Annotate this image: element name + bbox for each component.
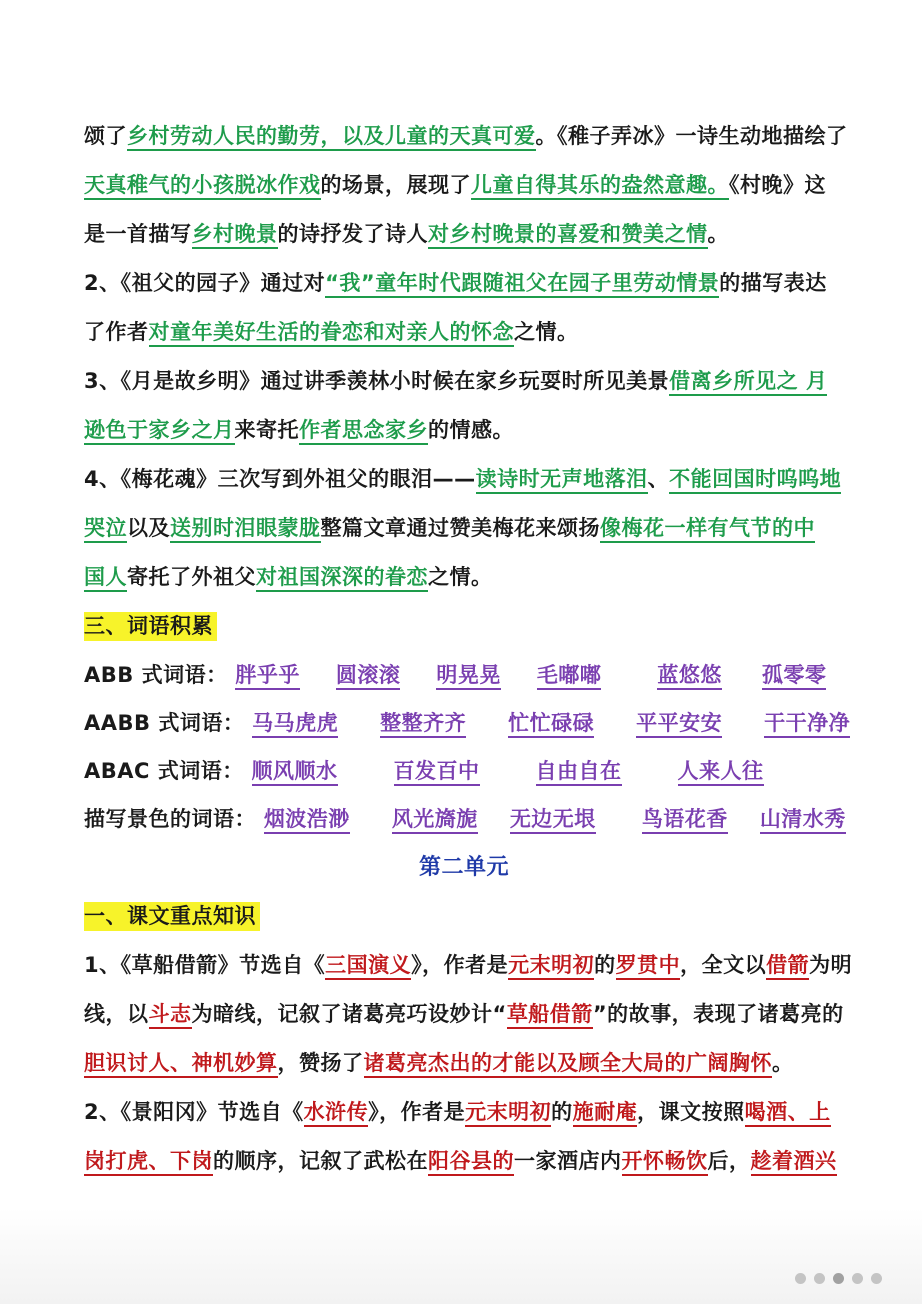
text: 的情感。: [428, 418, 514, 442]
bottom-fade: [0, 1208, 922, 1304]
text: 一家酒店内: [514, 1149, 622, 1173]
key-phrase: 对祖国深深的眷恋: [256, 565, 428, 592]
dot-icon: [814, 1273, 825, 1284]
q1-line-2: [84, 990, 844, 1039]
dot-icon: [833, 1273, 844, 1284]
key-phrase: 喝酒、上: [745, 1100, 831, 1127]
text: 来寄托: [234, 418, 299, 442]
vocab-word: 圆滚滚: [336, 663, 401, 690]
text: 的顺序，记叙了武松在: [213, 1149, 428, 1173]
vocab-word: 平平安安: [636, 711, 722, 738]
text: 的描写表达: [719, 271, 827, 295]
more-dots-icon[interactable]: [795, 1273, 882, 1284]
p3-line-2: [84, 406, 844, 455]
text: 1、《草船借箭》节选自《: [84, 953, 326, 977]
vocab-word: 蓝悠悠: [657, 663, 722, 690]
section-heading-vocab: [84, 602, 844, 651]
p1-line-2: [84, 161, 844, 210]
q2-line-2: [84, 1137, 844, 1186]
p1-line-1: [84, 112, 848, 161]
key-phrase: 读诗时无声地落泪: [476, 467, 648, 494]
key-phrase: 逊色于家乡之月: [84, 418, 235, 445]
text: 以及: [127, 516, 170, 540]
text: 》，作者是: [368, 1100, 466, 1124]
vocab-row-abac: [84, 747, 844, 795]
text: 的: [594, 953, 616, 977]
q1-line-3: [84, 1039, 844, 1088]
vocab-word: 顺风顺水: [252, 759, 338, 786]
dot-icon: [795, 1273, 806, 1284]
text: 之情。: [514, 320, 579, 344]
vocab-word: 山清水秀: [760, 807, 846, 834]
vocab-word: 整整齐齐: [380, 711, 466, 738]
key-phrase: 阳谷县的: [428, 1149, 514, 1176]
key-phrase: 儿童自得其乐的盎然意趣。: [471, 173, 729, 200]
q2-line-1: [84, 1088, 844, 1137]
text: 了作者: [84, 320, 149, 344]
key-phrase: 对童年美好生活的眷恋和对亲人的怀念: [149, 320, 515, 347]
key-phrase: 斗志: [149, 1002, 192, 1029]
key-phrase: 不能回国时呜呜地: [669, 467, 841, 494]
text: 。《稚子弄冰》一诗生动地描绘了: [535, 124, 848, 148]
vocab-word: 孤零零: [762, 663, 827, 690]
text: 4、《梅花魂》三次写到外祖父的眼泪——: [84, 467, 476, 491]
key-phrase: 三国演义: [325, 953, 411, 980]
unit-title-text: 第二单元: [418, 855, 509, 880]
text: 的: [551, 1100, 573, 1124]
section-title: 一、课文重点知识: [84, 902, 260, 931]
key-phrase: 胆识讨人、神机妙算: [84, 1051, 278, 1078]
key-phrase: 作者思念家乡: [299, 418, 428, 445]
key-phrase: 罗贯中: [616, 953, 681, 980]
section-heading-key-knowledge: [84, 892, 844, 941]
text: ，赞扬了: [277, 1051, 364, 1075]
p4-line-2: [84, 504, 844, 553]
key-phrase: 哭泣: [84, 516, 127, 543]
vocab-word: 风光旖旎: [392, 807, 478, 834]
p3-line-1: [84, 357, 844, 406]
q1-line-1: [84, 941, 853, 990]
vocab-word: 明晃晃: [436, 663, 501, 690]
vocab-row-scenery: [84, 795, 844, 843]
text: 2、《祖父的园子》通过对: [84, 271, 326, 295]
text: 是一首描写: [84, 222, 192, 246]
text: 。: [707, 222, 729, 246]
vocab-label: ABB 式词语：: [84, 663, 228, 687]
key-phrase: “我”童年时代跟随祖父在园子里劳动情景: [325, 271, 719, 298]
key-phrase: 施耐庵: [573, 1100, 638, 1127]
text: ，课文按照: [637, 1100, 745, 1124]
text: 寄托了外祖父: [127, 565, 256, 589]
vocab-label: AABB 式词语：: [84, 711, 245, 735]
key-phrase: 国人: [84, 565, 127, 592]
text: ，全文以: [680, 953, 767, 977]
key-phrase: 趁着酒兴: [751, 1149, 837, 1176]
vocab-word: 干干净净: [764, 711, 850, 738]
text: ”的故事，表现了诸葛亮的: [592, 1002, 844, 1026]
vocab-word: 人来人往: [678, 759, 764, 786]
vocab-word: 无边无垠: [510, 807, 596, 834]
vocab-word: 毛嘟嘟: [537, 663, 602, 690]
key-phrase: 诸葛亮杰出的才能以及顾全大局的广阔胸怀: [364, 1051, 773, 1078]
key-phrase: 草船借箭: [507, 1002, 593, 1029]
unit-title: [84, 843, 844, 892]
vocab-word: 胖乎乎: [235, 663, 300, 690]
text: 的诗抒发了诗人: [277, 222, 428, 246]
key-phrase: 乡村劳动人民的勤劳，以及儿童的天真可爱: [127, 124, 536, 151]
p4-line-3: [84, 553, 844, 602]
vocab-word: 马马虎虎: [252, 711, 338, 738]
p4-line-1: [84, 455, 844, 504]
vocab-row-aabb: [84, 699, 851, 747]
key-phrase: 元末明初: [508, 953, 594, 980]
document-page: [84, 112, 853, 1186]
key-phrase: 元末明初: [465, 1100, 551, 1127]
p2-line-2: [84, 308, 844, 357]
key-phrase: 像梅花一样有气节的中: [600, 516, 815, 543]
key-phrase: 乡村晚景: [192, 222, 278, 249]
vocab-word: 百发百中: [394, 759, 480, 786]
vocab-word: 烟波浩渺: [264, 807, 350, 834]
key-phrase: 送别时泪眼蒙胧: [170, 516, 321, 543]
text: 》，作者是: [411, 953, 509, 977]
dot-icon: [852, 1273, 863, 1284]
text: 为明: [809, 953, 853, 977]
key-phrase: 对乡村晚景的喜爱和赞美之情: [428, 222, 708, 249]
key-phrase: 岗打虎、下岗: [84, 1149, 213, 1176]
section-title: 三、词语积累: [84, 612, 217, 641]
text: 3、《月是故乡明》通过讲季羡林小时候在家乡玩耍时所见美景: [84, 369, 670, 393]
key-phrase: 开怀畅饮: [622, 1149, 708, 1176]
text: 的场景，展现了: [320, 173, 471, 197]
vocab-word: 忙忙碌碌: [508, 711, 594, 738]
key-phrase: 水浒传: [304, 1100, 369, 1127]
text: 《村晚》这: [729, 173, 826, 197]
vocab-word: 鸟语花香: [642, 807, 728, 834]
p1-line-3: [84, 210, 844, 259]
text: 2、《景阳冈》节选自《: [84, 1100, 304, 1124]
text: 整篇文章通过赞美梅花来颂扬: [320, 516, 600, 540]
key-phrase: 天真稚气的小孩脱冰作戏: [84, 173, 321, 200]
text: 。: [772, 1051, 794, 1075]
text: 颂了: [84, 124, 127, 148]
text: 线，以: [84, 1002, 149, 1026]
text: 之情。: [428, 565, 493, 589]
vocab-row-abb: [84, 651, 844, 699]
text: 为暗线，记叙了诸葛亮巧设妙计“: [191, 1002, 507, 1026]
dot-icon: [871, 1273, 882, 1284]
vocab-word: 自由自在: [536, 759, 622, 786]
vocab-label: ABAC 式词语：: [84, 759, 244, 783]
text: 、: [647, 467, 670, 491]
key-phrase: 借离乡所见之 月: [669, 369, 827, 396]
key-phrase: 借箭: [766, 953, 809, 980]
vocab-label: 描写景色的词语：: [84, 807, 256, 831]
text: 后，: [707, 1149, 751, 1173]
p2-line-1: [84, 259, 844, 308]
